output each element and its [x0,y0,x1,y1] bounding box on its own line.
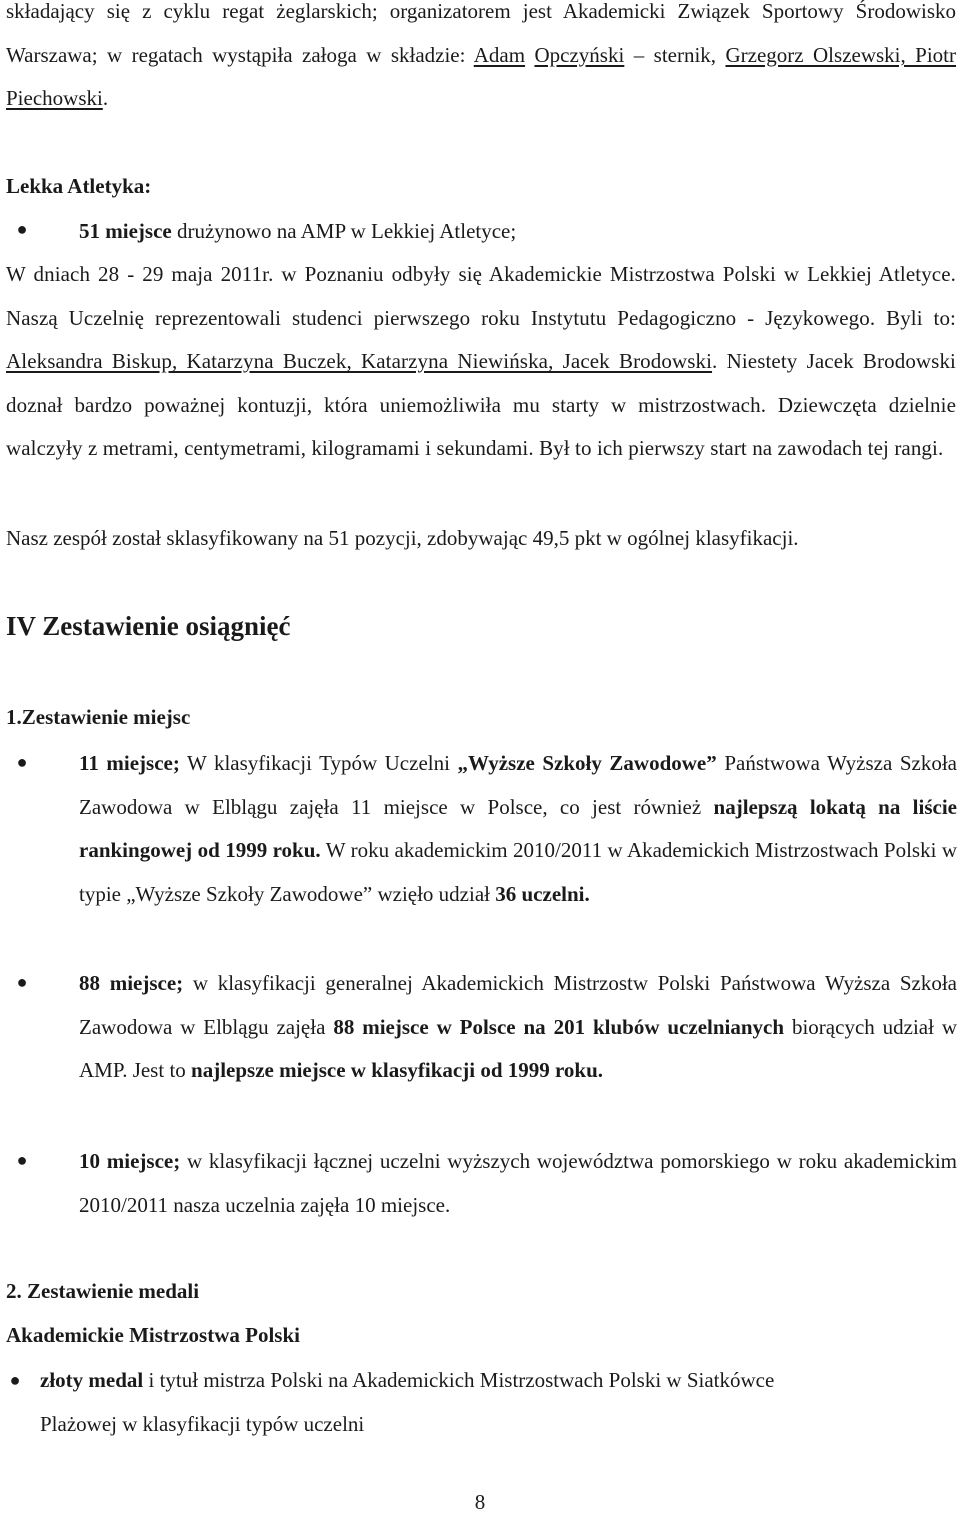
list-item: złoty medal i tytuł mistrza Polski na Akademickich Mistrzostwach Polski w Siatkówce Plażowej w klasyfikacji typów uczelni [40,1368,775,1436]
intro-text: składający się z cyklu regat żeglarskich; organizatorem jest Akademicki Związek [6,0,750,23]
intro-paragraph: składający się z cyklu regat żeglarskich; organizatorem jest Akademicki Związek Sportowy Środowisko Warszawa; w regatach wystąpiła załoga w składzie: Adam Opczyński – sternik, Grzegorz Olszewski, Piotr Piechowski. [6,0,957,110]
subsection-heading: Akademickie Mistrzostwa Polski [6,1323,300,1347]
subsection-heading: 1.Zestawienie miejsc [6,705,191,729]
bullet-icon: ● [9,1370,21,1390]
list-item-text: drużynowo na AMP w Lekkiej Atletyce; [176,219,517,243]
crew-name-link[interactable]: Opczyński [534,42,625,67]
crew-name-link[interactable]: Adam [473,42,526,67]
bullet-icon: ● [16,972,28,992]
place-label: 51 miejsce [79,219,172,243]
intro-text: Sportowy Środowisko Warszawa; w regatach wystąpiła załoga w składzie: [6,0,956,67]
list-item: 88 miejsce; w klasyfikacji generalnej Akademickich Mistrzostw Polski Państwowa Wyższa Szkoła Zawodowa w Elblągu zajęła 88 miejsce w Polsce na 201 klubów uczelnianych biorących udział w AMP. Jest to najlepsze miejsce w klasyfikacji od 1999 roku. [79,971,958,1082]
list-item: 10 miejsce; w klasyfikacji łącznej uczelni wyższych województwa pomorskiego w roku akademickim 2010/2011 nasza uczelnia zajęła 10 miejsce. [79,1149,958,1217]
athletes-link[interactable]: Aleksandra Biskup, Katarzyna Buczek, Katarzyna Niewińska, Jacek Brodowski [6,349,713,373]
bullet-icon: ● [16,219,28,239]
bullet-icon: ● [16,1150,28,1170]
athletics-heading: Lekka Atletyka: [6,174,152,198]
intro-text: – sternik, [633,42,717,67]
list-item: 11 miejsce; W klasyfikacji Typów Uczelni „Wyższe Szkoły Zawodowe” Państwowa Wyższa Szkoła Zawodowa w Elblągu zajęła 11 miejsce w Polsce, co jest również najlepszą lokatą na liście rankingowej od 1999 roku. W roku akademickim 2010/2011 w Akademickich Mistrzostwach Polski w typie „Wyższe Szkoły Zawodowe” wzięło udział 36 uczelni. [79,751,958,906]
bullet-icon: ● [16,752,28,772]
athletics-paragraph: W dniach 28 - 29 maja 2011r. w Poznaniu odbyły się Akademickie Mistrzostwa Polski w Lekkiej Atletyce. Naszą Uczelnię reprezentowali studenci pierwszego roku Instytutu Pedagogiczno - Językowego. Byli to: Aleksandra Biskup, Katarzyna Buczek, Katarzyna Niewińska, Jacek Brodowski. Niestety Jacek Brodowski doznał bardzo poważnej kontuzji, która uniemożliwiła mu starty w mistrzostwach. Dziewczęta dzielnie walczyły z metrami, centymetrami, kilogramami i sekundami. Był to ich pierwszy start na zawodach tej rangi. [6,262,956,460]
section-heading: IV Zestawienie osiągnięć [6,611,291,641]
crew-names-link[interactable]: Grzegorz Olszewski, Piotr Piechowski [6,42,957,110]
subsection-heading: 2. Zestawienie medali [6,1279,200,1303]
athletics-summary: Nasz zespół został sklasyfikowany na 51 pozycji, zdobywając 49,5 pkt w ogólnej klasyfikacji. [6,526,799,550]
page-number: 8 [474,1490,486,1514]
list-item [0,219,960,249]
